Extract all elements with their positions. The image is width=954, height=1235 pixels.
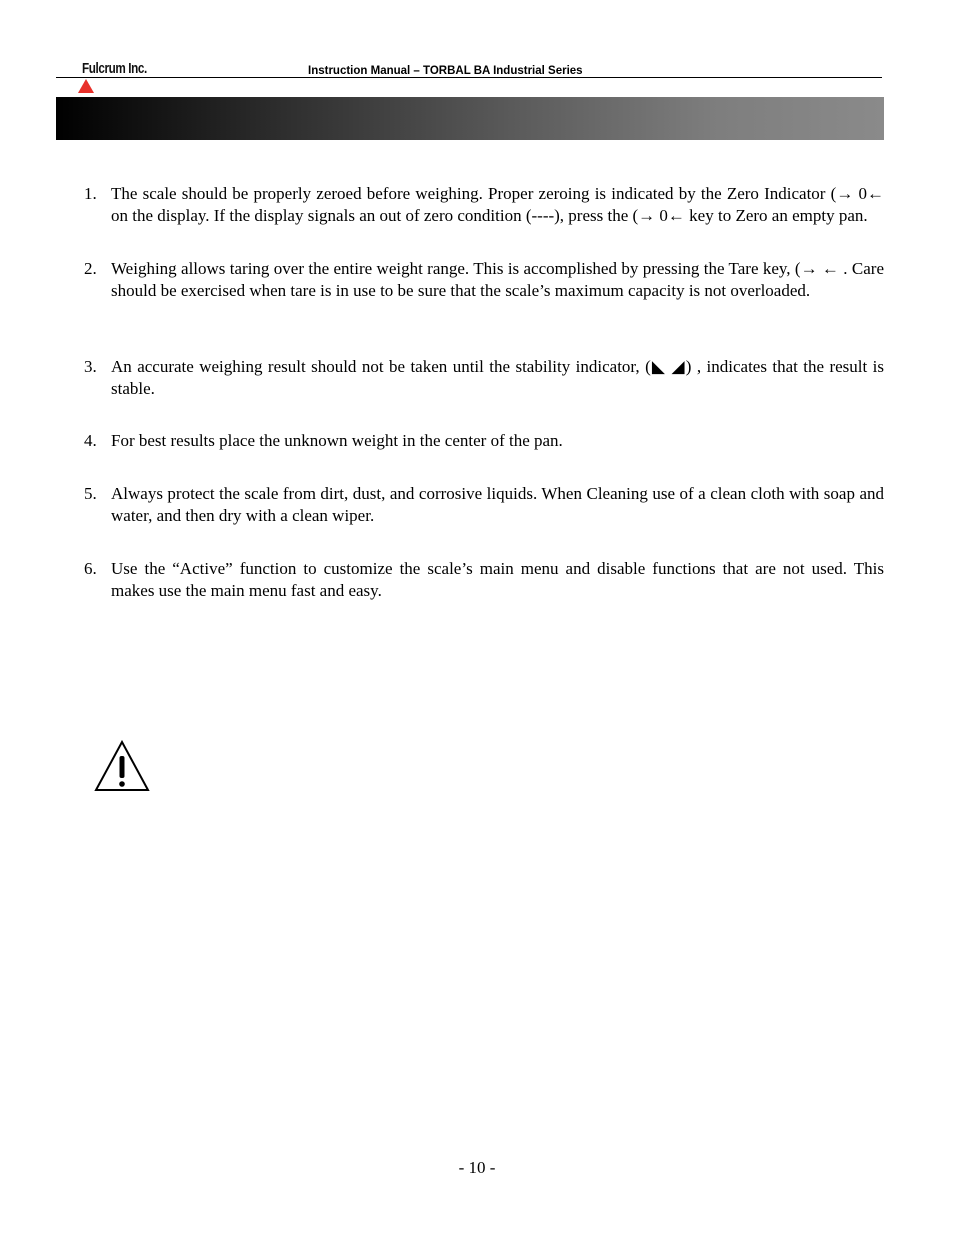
list-item-number: 6. <box>84 559 97 578</box>
page-number: - 10 - <box>458 1158 496 1177</box>
list-item-5 <box>84 483 884 527</box>
warning-triangle-icon <box>94 740 150 792</box>
list-item-1 <box>84 183 884 227</box>
page-header <box>56 58 882 80</box>
list-item-number: 3. <box>84 357 97 376</box>
list-item-number: 5. <box>84 484 97 503</box>
list-item-6 <box>84 558 884 602</box>
list-item-3 <box>84 356 884 400</box>
section-banner <box>56 97 884 140</box>
list-item-2 <box>84 258 884 302</box>
company-logo: Fulcrum Inc. <box>82 60 147 77</box>
manual-title: Instruction Manual – TORBAL BA Industrial Series <box>308 65 583 77</box>
list-item-4 <box>84 430 884 452</box>
list-item-text: Weighing allows taring over the entire weight range. This is accomplished by pressing the Tare key, (→ ← . Care should be exercised when tare is in use to be sure that the scale’s maximum capacity is not overloaded. <box>111 259 884 300</box>
list-item-text: An accurate weighing result should not be taken until the stability indicator, (◣ ◢) , indicates that the result is stable. <box>111 357 884 398</box>
list-item-text: Always protect the scale from dirt, dust, and corrosive liquids. When Cleaning use of a clean cloth with soap and water, and then dry with a clean wiper. <box>111 484 884 525</box>
logo-triangle-icon <box>78 79 94 93</box>
instruction-list <box>84 183 884 602</box>
list-item-text: Use the “Active” function to customize the scale’s main menu and disable functions that are not used. This makes use the main menu fast and easy. <box>111 559 884 600</box>
list-item-number: 2. <box>84 259 97 278</box>
list-item-text: The scale should be properly zeroed before weighing. Proper zeroing is indicated by the Zero Indicator (→ 0← on the display. If the display signals an out of zero condition (----), press the (→ 0← key to Zero an empty pan. <box>111 184 884 225</box>
header-rule <box>56 77 882 78</box>
list-item-text: For best results place the unknown weight in the center of the pan. <box>111 431 563 450</box>
list-item-number: 1. <box>84 184 97 203</box>
list-item-number: 4. <box>84 431 97 450</box>
